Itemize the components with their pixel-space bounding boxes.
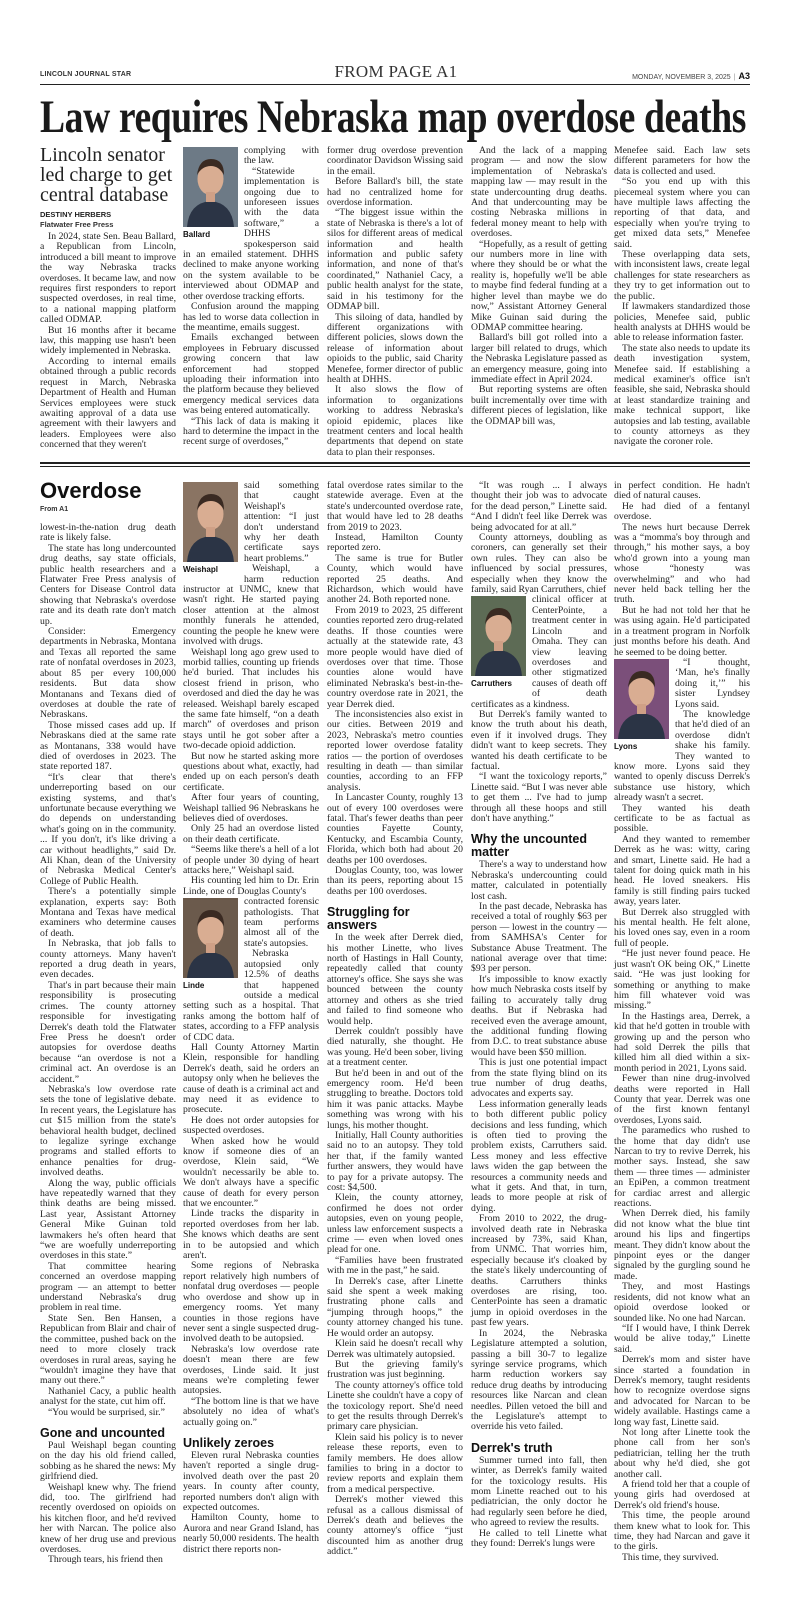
paragraph: “So you end up with this piecemeal system where you can have multiple laws affecting the reporting of that data, and especially when you're trying to get mixed data sets,” Menefee said. xyxy=(614,176,750,250)
paragraph: Instead, Hamilton County reported zero. xyxy=(327,532,463,554)
paragraph: The state has long undercounted drug deaths, say state officials, public health researchers and a Flatwater Free Press analysis of Centers for Disease Control data showing that Nebraska's overdose rate and its death rate don't match up. xyxy=(40,542,176,627)
paragraph: There's a way to understand how Nebraska's undercounting could matter, calculated in potentially lost cash. xyxy=(471,859,607,902)
deck-line: led charge to get xyxy=(40,164,173,186)
paragraph: His counting led him to Dr. Erin Linde, one of Douglas County's xyxy=(183,875,319,897)
paragraph: Nebraska's low overdose rate sets the tone of legislative debate. In recent years, the Legislature has cut $15 million from the state's behavioral health budget, declined to legalize syringe exchange programs and stalled efforts to enhance penalties for drug-involved deaths. xyxy=(40,1083,176,1179)
paragraph: Klein, the county attorney, confirmed he does not order autopsies, even on young people, unless law enforcement suspects a crime — even when loved ones plead for one. xyxy=(327,1192,463,1256)
deck-line: central database xyxy=(40,184,169,206)
paragraph: The knowledge that he'd died of an overdose didn't shake his family. They wanted to know more. Lyons said they wanted to openly discuss Derrek's substance use history, which already wasn't a secret. xyxy=(614,708,750,804)
issue-date: MONDAY, NOVEMBER 3, 2025 xyxy=(632,74,731,81)
paragraph: “It's clear that there's underreporting based on our existing systems, and that's unfortunate because everything we do depends on understanding what's going on in the community. ... If you don't, it's like driving a car without headlights,” said Dr. Ali Khan, dean of the University of Nebraska Medical Center's College of Public Health. xyxy=(40,771,176,887)
paragraph: From 2019 to 2023, 25 different counties reported zero drug-related deaths. If those counties were actually at the statewide rate, 43 more people would have died of overdoses over that time. Those counties alone would have eliminated Nebraska's best-in-the-country overdose rate in 2021, the year Derrek died. xyxy=(327,604,463,710)
date-and-page xyxy=(632,71,750,81)
paragraph-continuation: Menefee said. Each law sets different parameters for how the data is collected and used. xyxy=(614,145,750,177)
paragraph: But Derrek's family wanted to know the truth about his death, even if it involved drugs. They didn't want to keep secrets. They wanted his death certificate to be factual. xyxy=(471,708,607,772)
photo-ballard xyxy=(183,147,238,239)
photo-caption: Lyons xyxy=(614,741,638,751)
paragraph-continuation: clinical officer at CenterPointe, a treatment center in Lincoln and Omaha. They can view leaving overdoses and other stigmatized causes of death off of death certificates as a kindness. xyxy=(471,594,607,710)
top-story-column-2 xyxy=(183,146,319,448)
jump-story-column-5 xyxy=(614,481,750,1563)
paragraph: “Hopefully, as a result of getting our numbers more in line with where they should be or what the reality is, hopefully we'll be able to maybe find federal funding at a higher level than maybe we do now,” Assistant Attorney General Mike Guinan said during the ODMAP committee hearing. xyxy=(471,238,607,333)
paragraph: “You would be surprised, sir.” xyxy=(48,1406,165,1418)
paragraph: “If I would have, I think Derrek would be alive today,” Linette said. xyxy=(614,1322,750,1355)
paragraph: Weishapl, a harm reduction instructor at UNMC, knew that wasn't right. He started paying closer attention at the almost monthly funerals he attended, counting the people he knew were involved with drugs. xyxy=(183,563,319,648)
photo-caption: Carruthers xyxy=(471,679,512,689)
paragraph: “Seems like there's a hell of a lot of people under 30 dying of heart attacks here,” Weishapl said. xyxy=(183,844,319,877)
paragraph: But the grieving family's frustration was just beginning. xyxy=(327,1358,463,1381)
subheading: Derrek's truth xyxy=(471,1440,553,1455)
photo-weishapl xyxy=(183,482,238,574)
section-divider xyxy=(40,462,750,464)
paragraph: But he'd been in and out of the emergency room. He'd been struggling to breathe. Doctors told him it was panic attacks. Maybe something was wrong with his lungs, his mother thought. xyxy=(327,1067,463,1131)
newspaper-name: LINCOLN JOURNAL STAR xyxy=(40,71,132,78)
byline: DESTINY HERBERS xyxy=(40,210,112,219)
paragraph: This time, they survived. xyxy=(622,1551,719,1563)
paragraph: And they wanted to remember Derrek as he was: witty, caring and smart, Linette said. He had a talent for doing quick math in his head. He loved sneakers. His family is still finding pairs tucked away, years later. xyxy=(614,833,750,908)
paragraph: That's in part because their main responsibility is prosecuting crimes. The county attorney responsible for investigating Derrek's death told the Flatwater Free Press he doesn't order autopsies for overdose deaths because “an overdose is not a criminal act. An overdose is an accident.” xyxy=(40,979,176,1085)
paragraph: There's a potentially simple explanation, experts say: Both Montana and Texas have medical examiners who determine causes of death. xyxy=(40,886,176,939)
paragraph: Douglas County, too, was lower than its peers, reporting about 15 deaths per 100 overdoses. xyxy=(327,865,463,897)
byline-organization: Flatwater Free Press xyxy=(40,220,114,229)
paragraph: These overlapping data sets, with inconsistent laws, create legal challenges for state researchers as they try to get information out to the public. xyxy=(614,249,750,302)
paragraph: Paul Weishapl began counting on the day his old friend called, sobbing as he shared the news: My girlfriend died. xyxy=(40,1439,176,1483)
jump-from-label: From A1 xyxy=(40,506,69,513)
paragraph: Nebraska's low overdose rate doesn't mean there are few overdoses, Linde said. It just means we're completing fewer autopsies. xyxy=(183,1343,319,1397)
paragraph: If lawmakers standardized those policies, Menefee said, public health analysts at DHHS would be able to release information faster. xyxy=(614,301,750,344)
paragraph: Hamilton County, home to Aurora and near Grand Island, has nearly 50,000 residents. The health district there reports non- xyxy=(183,1512,319,1555)
photo-caption: Ballard xyxy=(183,230,211,239)
paragraph-continuation: in perfect condition. He hadn't died of natural causes. xyxy=(614,480,750,502)
paragraph: “The bottom line is that we have absolutely no idea of what's actually going on.” xyxy=(183,1395,319,1428)
paragraph: The news hurt because Derrek was a “momma's boy through and through,” his mother says, a boy who'd grown into a young man whose “honesty was overwhelming” and who had never held back telling her the truth. xyxy=(614,521,750,606)
portrait-image xyxy=(471,596,526,676)
paragraph: He called to tell Linette what they found: Derrek's lungs were xyxy=(471,1527,607,1549)
photo-carruthers xyxy=(471,596,526,688)
top-story-column-1 xyxy=(40,232,176,451)
subheading: Struggling for answers xyxy=(327,905,410,933)
paragraph-continuation: complying with the law. xyxy=(244,145,319,167)
paragraph: In the week after Derrek died, his mother Linette, who lives north of Hastings in Hall County, repeatedly called that county attorney's office. She says she was bounced between the county attorney and others as she tried and failed to find someone who would help. xyxy=(327,932,463,1027)
paragraph: But 16 months after it became law, this mapping use hasn't been widely implemented in Nebraska. xyxy=(40,324,176,357)
paragraph: The paramedics who rushed to the home that day didn't use Narcan to try to revive Derrek, his mother says. Instead, she saw them — three times — administer an EpiPen, a common treatment for cardiac arrest and allergic reactions. xyxy=(614,1125,750,1210)
paragraph: Emails exchanged between employees in February discussed growing concern that law enforcement had stopped uploading their information into the platform because they believed emergency medical services data was being entered automatically. xyxy=(183,332,319,417)
paragraph: It's impossible to know exactly how much Nebraska costs itself by failing to accurately tally drug deaths. But if Nebraska had received even the average amount, the additional funding flowing from D.C. to treat substance abuse would have been $50 million. xyxy=(471,973,607,1058)
paragraph: In Derrek's case, after Linette said she spent a week making frustrating phone calls and “jumping through hoops,” the county attorney changed his tune. He would order an autopsy. xyxy=(327,1275,463,1339)
section-divider xyxy=(40,466,750,467)
paragraph: The state also needs to update its death investigation system, Menefee said. If establishing a medical examiner's office isn't feasible, she said, Nebraska should at least standardize training and make technical support, like autopsies and lab testing, available to county attorneys as they navigate the coroner role. xyxy=(614,342,750,448)
masthead-rule xyxy=(40,84,750,85)
paragraph: “I want the toxicology reports,” Linette said. “But I was never able to get them ... I've had to jump through all these hoops and still don't have anything.” xyxy=(471,771,607,824)
paragraph: But Derrek also struggled with his mental health. He felt alone, his loved ones say, even in a room full of people. xyxy=(614,906,750,949)
paragraph: It also slows the flow of information to organizations working to address Nebraska's opioid epidemic, places like treatment centers and local health departments that depend on state data to plan their responses. xyxy=(327,384,463,458)
photo-caption: Linde xyxy=(183,981,205,991)
paragraph: Ballard's bill got rolled into a larger bill related to drugs, which the Nebraska Legislature passed as an emergency measure, going into immediate effect in April 2024. xyxy=(471,332,607,385)
jump-story-headline: Overdose xyxy=(40,478,142,503)
paragraph: Derrek couldn't possibly have died naturally, she thought. He was young. He'd been sober, living at a treatment center. xyxy=(327,1025,463,1069)
paragraph: Before Ballard's bill, the state had no centralized home for overdose information. xyxy=(327,176,463,209)
paragraph: Confusion around the mapping has led to worse data collection in the meantime, emails suggest. xyxy=(183,301,319,333)
paragraph: Those missed cases add up. If Nebraskans died at the same rate as Montanans, 338 would have died of overdoses in 2023. The state reported 187. xyxy=(40,719,176,773)
paragraph: In the Hastings area, Derrek, a kid that he'd gotten in trouble with growing up and the person who had sold Derrek the pills that killed him all died within a six-month period in 2021, Lyons said. xyxy=(614,1010,750,1074)
jump-story-column-1 xyxy=(40,523,176,1566)
subheading: Unlikely zeroes xyxy=(183,1435,275,1450)
portrait-image xyxy=(183,482,238,562)
portrait-image xyxy=(183,898,238,978)
photo-linde xyxy=(183,898,238,990)
paragraph: The same is true for Butler County, which would have reported 25 deaths. And Richardson, which would have another 24. Both reported none. xyxy=(327,552,463,606)
paragraph: He had died of a fentanyl overdose. xyxy=(614,500,750,523)
paragraph: According to internal emails obtained through a public records request in March, Nebraska Department of Health and Human Services employees were stuck awaiting approval of a data use agreement with their lawyers and leaders. Employees were also concerned that they weren't xyxy=(40,355,176,451)
paragraph: Nebraska autopsied only 12.5% of deaths that happened outside a medical setting such as a hospital. That ranks among the bottom half of states, according to a FFP analysis of CDC data. xyxy=(183,948,319,1043)
paragraph: State Sen. Ben Hansen, a Republican from Blair and chair of the committee, pushed back on the need to more closely track overdoses in rural areas, saying he “wouldn't imagine they have that many out there.” xyxy=(40,1312,176,1387)
section-label: FROM PAGE A1 xyxy=(334,62,458,81)
paragraph: “I thought, ‘Man, he's finally doing it,’” his sister Lyndsey Lyons said. xyxy=(675,656,750,710)
paragraph: In Lancaster County, roughly 13 out of every 100 overdoses were fatal. That's fewer deaths than peer counties Fayette County, Kentucky, and Escambia County, Florida, which both had about 20 deaths per 100 overdoses. xyxy=(327,792,463,866)
paragraph: When asked how he would know if someone dies of an overdose, Klein said, “We wouldn't necessarily be able to. We don't always have a specific cause of death for every person that we encounter.” xyxy=(183,1135,319,1210)
separator: | xyxy=(733,74,736,81)
paragraph: Derrek's mother viewed this refusal as a callous dismissal of Derrek's death and believes the county attorney's office “just discounted him as another drug addict.” xyxy=(327,1494,463,1558)
paragraph: Derrek's mom and sister have since started a foundation in Derrek's memory, taught residents how to recognize overdose signs and advocated for Narcan to be widely available. Hastings came a long way fast, Linette said. xyxy=(614,1354,750,1428)
paragraph: “Families have been frustrated with me in the past,” he said. xyxy=(327,1254,463,1277)
paragraph: Along the way, public officials have repeatedly warned that they think deaths are being missed. Last year, Assistant Attorney General Mike Guinan told lawmakers he's often heard that “we are woefully underreporting overdoses in this state.” xyxy=(40,1177,176,1262)
photo-caption: Weishapl xyxy=(183,565,218,574)
paragraph: The county attorney's office told Linette she couldn't have a copy of the toxicology report. She'd need to get the results through Derrek's primary care physician. xyxy=(327,1379,463,1433)
deck-line: Lincoln senator xyxy=(40,144,165,166)
paragraph: Fewer than nine drug-involved deaths were reported in Hall County that year. Derrek was one of the first known fentanyl overdoses, Lyons said. xyxy=(614,1073,750,1126)
paragraph: Consider: Emergency departments in Nebraska, Montana and Texas all reported the same rate of nonfatal overdoses in 2023, about 85 per every 100,000 residents. But data show Montanans and Texans died of overdoses at double the rate of Nebraskans. xyxy=(40,626,176,721)
paragraph: But reporting systems are often built incrementally over time with different pieces of legislation, like the ODMAP bill was, xyxy=(471,384,607,427)
paragraph: Nathaniel Cacy, a public health analyst for the state, cut him off. xyxy=(40,1385,176,1408)
paragraph: Through tears, his friend then xyxy=(48,1554,163,1566)
paragraph: When Derrek died, his family did not know what the blue tint around his lips and fingertips meant. They didn't know about the pinpoint eyes or the danger signaled by the gurgling sound he made. xyxy=(614,1208,750,1282)
jump-story-column-4 xyxy=(471,481,607,1549)
subheading: Gone and uncounted xyxy=(40,1425,165,1440)
paragraph: This time, the people around them knew what to look for. This time, they had Narcan and gave it to the girls. xyxy=(614,1510,750,1553)
paragraph: In 2024, the Nebraska Legislature attempted a solution, passing a bill 30-7 to legalize syringe service programs, which harm reduction workers say reduce drug deaths by introducing resources like Narcan and clean needles. Pillen vetoed the bill and the Legislature's attempt to override his veto failed. xyxy=(471,1327,607,1433)
paragraph: Weishapl knew why. The friend did, too. The girlfriend had recently overdosed on opioids on his kitchen floor, and he'd revived her with Narcan. The police also knew of her drug use and previous overdoses. xyxy=(40,1481,176,1555)
paragraph: Linde tracks the disparity in reported overdoses from her lab. She knows which deaths are sent in to be autopsied and which aren't. xyxy=(183,1208,319,1262)
paragraph: Some regions of Nebraska report relatively high numbers of nonfatal drug overdoses — people who overdose and show up in emergency rooms. Yet many counties in those regions have never sent a single suspected drug-involved death to be autopsied. xyxy=(183,1260,319,1345)
paragraph: A friend told her that a couple of young girls had overdosed at Derrek's old friend's house. xyxy=(614,1479,750,1511)
paragraph: In Nebraska, that job falls to county attorneys. Many haven't reported a drug death in years, even decades. xyxy=(40,938,176,981)
paragraph: Klein said he doesn't recall why Derrek was ultimately autopsied. xyxy=(327,1338,463,1360)
top-story-column-5 xyxy=(614,146,750,448)
paragraph: Only 25 had an overdose listed on their death certificate. xyxy=(183,823,319,845)
paragraph: Weishapl long ago grew used to morbid tallies, counting up friends he'd buried. That includes his closest friend in prison, who overdosed and died the day he was released. Weishapl barely escaped the same fate himself, “on a death march” of overdoses and prison stays until he got sober after a two-decade opioid addiction. xyxy=(183,646,319,752)
page-number: A3 xyxy=(738,71,750,81)
paragraph: Not long after Linette took the phone call from her son's pediatrician, telling her the truth about why he'd died, she got another call. xyxy=(614,1426,750,1480)
paragraph: And the lack of a mapping program — and now the slow implementation of Nebraska's mapping law — may result in the state undercounting drug deaths. And that undercounting may be costing Nebraska millions in federal money meant to help with overdoses. xyxy=(471,145,607,240)
photo-lyons xyxy=(614,659,669,751)
top-story-column-3 xyxy=(327,146,463,458)
paragraph: “It was rough ... I always thought their job was to advocate for the dead person,” Linette said. “And I didn't feel like Derrek was being advocated for at all.” xyxy=(471,480,607,533)
paragraph: Klein said his policy is to never release these reports, even to family members. He does allow families to bring in a doctor to review reports and explain them from a medical perspective. xyxy=(327,1431,463,1495)
paragraph-continuation: contracted forensic pathologists. That team performs almost all of the state's autopsies. xyxy=(244,896,319,949)
paragraph: After four years of counting, Weishapl tallied 96 Nebraskans he believes died of overdoses. xyxy=(183,792,319,824)
paragraph: “Statewide implementation is ongoing due to unforeseen issues with the data software,” a DHHS spokesperson said in an emailed statement. DHHS declined to make anyone working on the system available to be interviewed about ODMAP and other overdose tracking efforts. xyxy=(183,165,319,302)
paragraph: But he had not told her that he was using again. He'd participated in a treatment program in Norfolk just months before his death. And he seemed to be doing better. xyxy=(614,604,750,658)
paragraph: County attorneys, doubling as coroners, can generally set their own rules. They can also be influenced by social pressures, especially when they know the family, said Ryan Carruthers, chief xyxy=(471,532,607,596)
jump-story-column-3 xyxy=(327,481,463,1558)
paragraph: In the past decade, Nebraska has received a total of roughly $63 per person — lowest in the country — from SAMHSA's Center for Substance Abuse Treatment. The national average over that time: $93 per person. xyxy=(471,901,607,975)
paragraph: Less information generally leads to both different public policy decisions and less funding, which is often tied to proving the problem exists, Carruthers said. Less money and less effective laws widen the gap between the resources a community needs and what it gets. And that, in turn, leads to more people at risk of dying. xyxy=(471,1098,607,1214)
jump-story-column-2 xyxy=(183,481,319,1555)
paragraph: “This lack of data is making it hard to determine the impact in the recent surge of overdoses,” xyxy=(183,415,319,448)
paragraph: But now he started asking more questions about what, exactly, had ended up on each person's death certificate. xyxy=(183,750,319,793)
paragraph: Eleven rural Nebraska counties haven't reported a single drug-involved death over the past 20 years. In county after county, reported numbers don't align with expected outcomes. xyxy=(183,1449,319,1513)
paragraph: They, and most Hastings residents, did not know what an opioid overdose looked or sounded like. No one had Narcan. xyxy=(614,1281,750,1324)
top-story-headline: Law requires Nebraska map overdose deaths xyxy=(40,91,747,143)
portrait-image xyxy=(614,659,669,739)
paragraph: “He just never found peace. He just wasn't OK being OK,” Linette said. “He was just looking for something or anything to make him fill whatever void was missing.” xyxy=(614,948,750,1012)
paragraph: In 2024, state Sen. Beau Ballard, a Republican from Lincoln, introduced a bill meant to improve the way Nebraska tracks overdoses. It became law, and now requires first responders to report suspected overdoses, in real time, to a national mapping platform called ODMAP. xyxy=(40,231,176,326)
paragraph: He does not order autopsies for suspected overdoses. xyxy=(183,1114,319,1137)
paragraph: “The biggest issue within the state of Nebraska is there's a lot of silos for different areas of medical information and health information and public safety information, and none of that's coordinated,” Nathaniel Cacy, a public health analyst for the state, said in his testimony for the ODMAP bill. xyxy=(327,207,463,313)
paragraph: Initially, Hall County authorities said no to an autopsy. They told her that, if the family wanted further answers, they would have to pay for a private autopsy. The cost: $4,500. xyxy=(327,1129,463,1193)
paragraph: Hall County Attorney Martin Klein, responsible for handling Derrek's death, said he orders an autopsy only when he believes the cause of death is a criminal act and may need it as evidence to prosecute. xyxy=(183,1041,319,1116)
paragraph-continuation: fatal overdose rates similar to the statewide average. Even at the state's undercounted overdose rate, that would have led to 28 deaths from 2019 to 2023. xyxy=(327,480,463,533)
subheading: Why the uncounted matter xyxy=(471,832,587,860)
top-story-deck xyxy=(40,145,180,205)
paragraph: This is just one potential impact from the state flying blind on its true number of drug deaths, advocates and experts say. xyxy=(471,1057,607,1100)
paragraph-continuation: lowest-in-the-nation drug death rate is likely false. xyxy=(40,522,176,544)
portrait-image xyxy=(183,147,238,227)
top-story-column-4 xyxy=(471,146,607,427)
paragraph: From 2010 to 2022, the drug-involved death rate in Nebraska increased by 73%, said Khan, from UNMC. That worries him, especially because it's cloaked by the state's likely undercounting of deaths. Carruthers thinks overdoses are rising, too. CenterPointe has seen a dramatic jump in opioid overdoses in the past few years. xyxy=(471,1213,607,1329)
paragraph: This siloing of data, handled by different organizations with different policies, slows down the release of information about opioids to the public, said Charity Menefee, former director of public health at DHHS. xyxy=(327,311,463,385)
paragraph: They wanted his death certificate to be as factual as possible. xyxy=(614,802,750,835)
paragraph: Summer turned into fall, then winter, as Derrek's family waited for the toxicology results. His mom Linette reached out to his pediatrician, the only doctor he had regularly seen before he died, who agreed to review the results. xyxy=(471,1454,607,1529)
paragraph-continuation: said something that caught Weishapl's attention: “I just don't understand why her death certificate says heart problems.” xyxy=(244,480,319,564)
paragraph: The inconsistencies also exist in our cities. Between 2019 and 2023, Nebraska's metro counties reported lower overdose fatality ratios — the portion of overdoses resulting in death — than similar counties, according to an FFP analysis. xyxy=(327,708,463,793)
paragraph: That committee hearing concerned an overdose mapping program — an attempt to better understand Nebraska's drug problem in real time. xyxy=(40,1260,176,1314)
paragraph-continuation: former drug overdose prevention coordinator Davidson Wissing said in the email. xyxy=(327,145,463,177)
